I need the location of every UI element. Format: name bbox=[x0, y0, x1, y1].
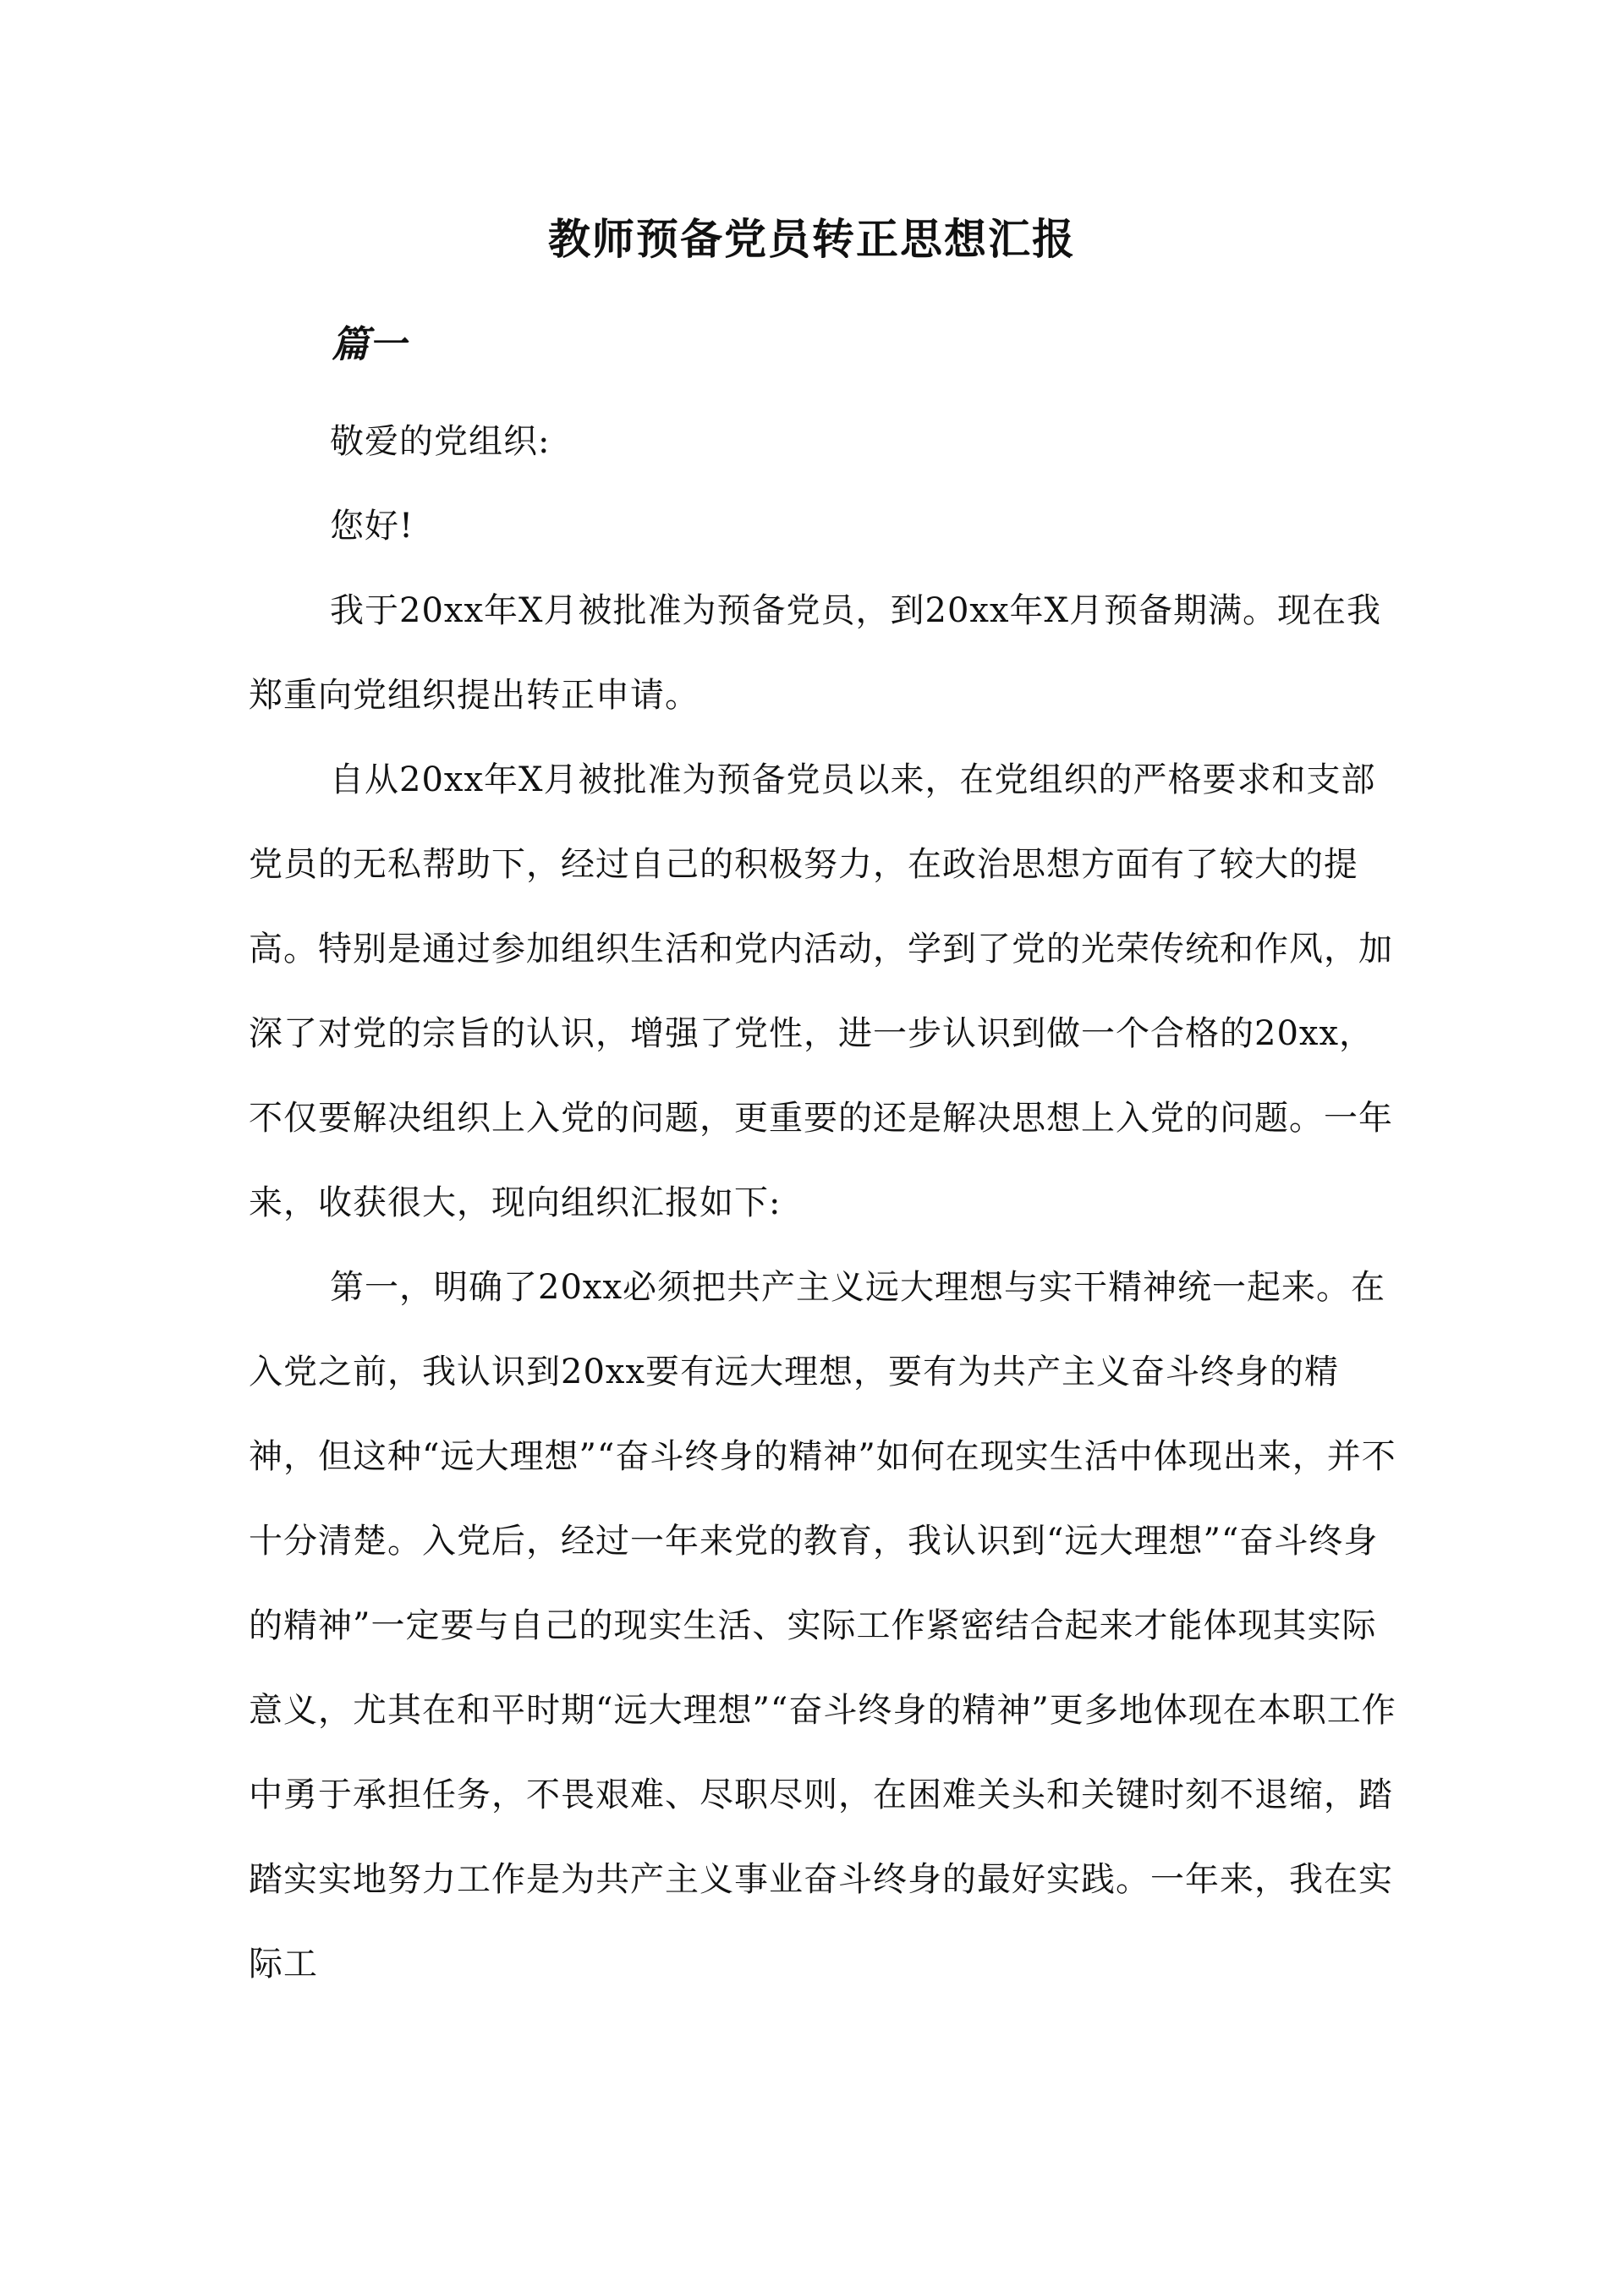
paragraph-progress: 自从20xx年X月被批准为预备党员以来，在党组织的严格要求和支部党员的无私帮助下，经过自己的积极努力，在政治思想方面有了较大的提高。特别是通过参加组织生活和党内活动，学到了党的光荣传统和作风，加深了对党的宗旨的认识，增强了党性，进一步认识到做一个合格的20xx，不仅要解决组织上入党的问题，更重要的还是解决思想上入党的问题。一年来，收获很大，现向组织汇报如下: bbox=[249, 760, 1393, 1222]
greeting: 您好! bbox=[330, 507, 414, 546]
paragraph-point-one: 第一，明确了20xx必须把共产主义远大理想与实干精神统一起来。在入党之前，我认识到20xx要有远大理想，要有为共产主义奋斗终身的精神，但这种“远大理想”“奋斗终身的精神”如何在现实生活中体现出来，并不十分清楚。入党后，经过一年来党的教育，我认识到“远大理想”“奋斗终身的精神”一定要与自己的现实生活、实际工作紧密结合起来才能体现其实际意义，尤其在和平时期“远大理想”“奋斗终身的精神”更多地体现在本职工作中勇于承担任务，不畏艰难、尽职尽则，在困难关头和关键时刻不退缩，踏踏实实地努力工作是为共产主义事业奋斗终身的最好实践。一年来，我在实际工 bbox=[249, 1268, 1396, 1984]
salutation: 敬爱的党组织: bbox=[330, 422, 551, 461]
document-title: 教师预备党员转正思想汇报 bbox=[548, 214, 1076, 264]
paragraph-application: 我于20xx年X月被批准为预备党员，到20xx年X月预备期满。现在我郑重向党组织提出转正申请。 bbox=[249, 591, 1381, 715]
section-heading: 篇一 bbox=[332, 323, 406, 366]
document-body bbox=[249, 399, 1407, 2006]
